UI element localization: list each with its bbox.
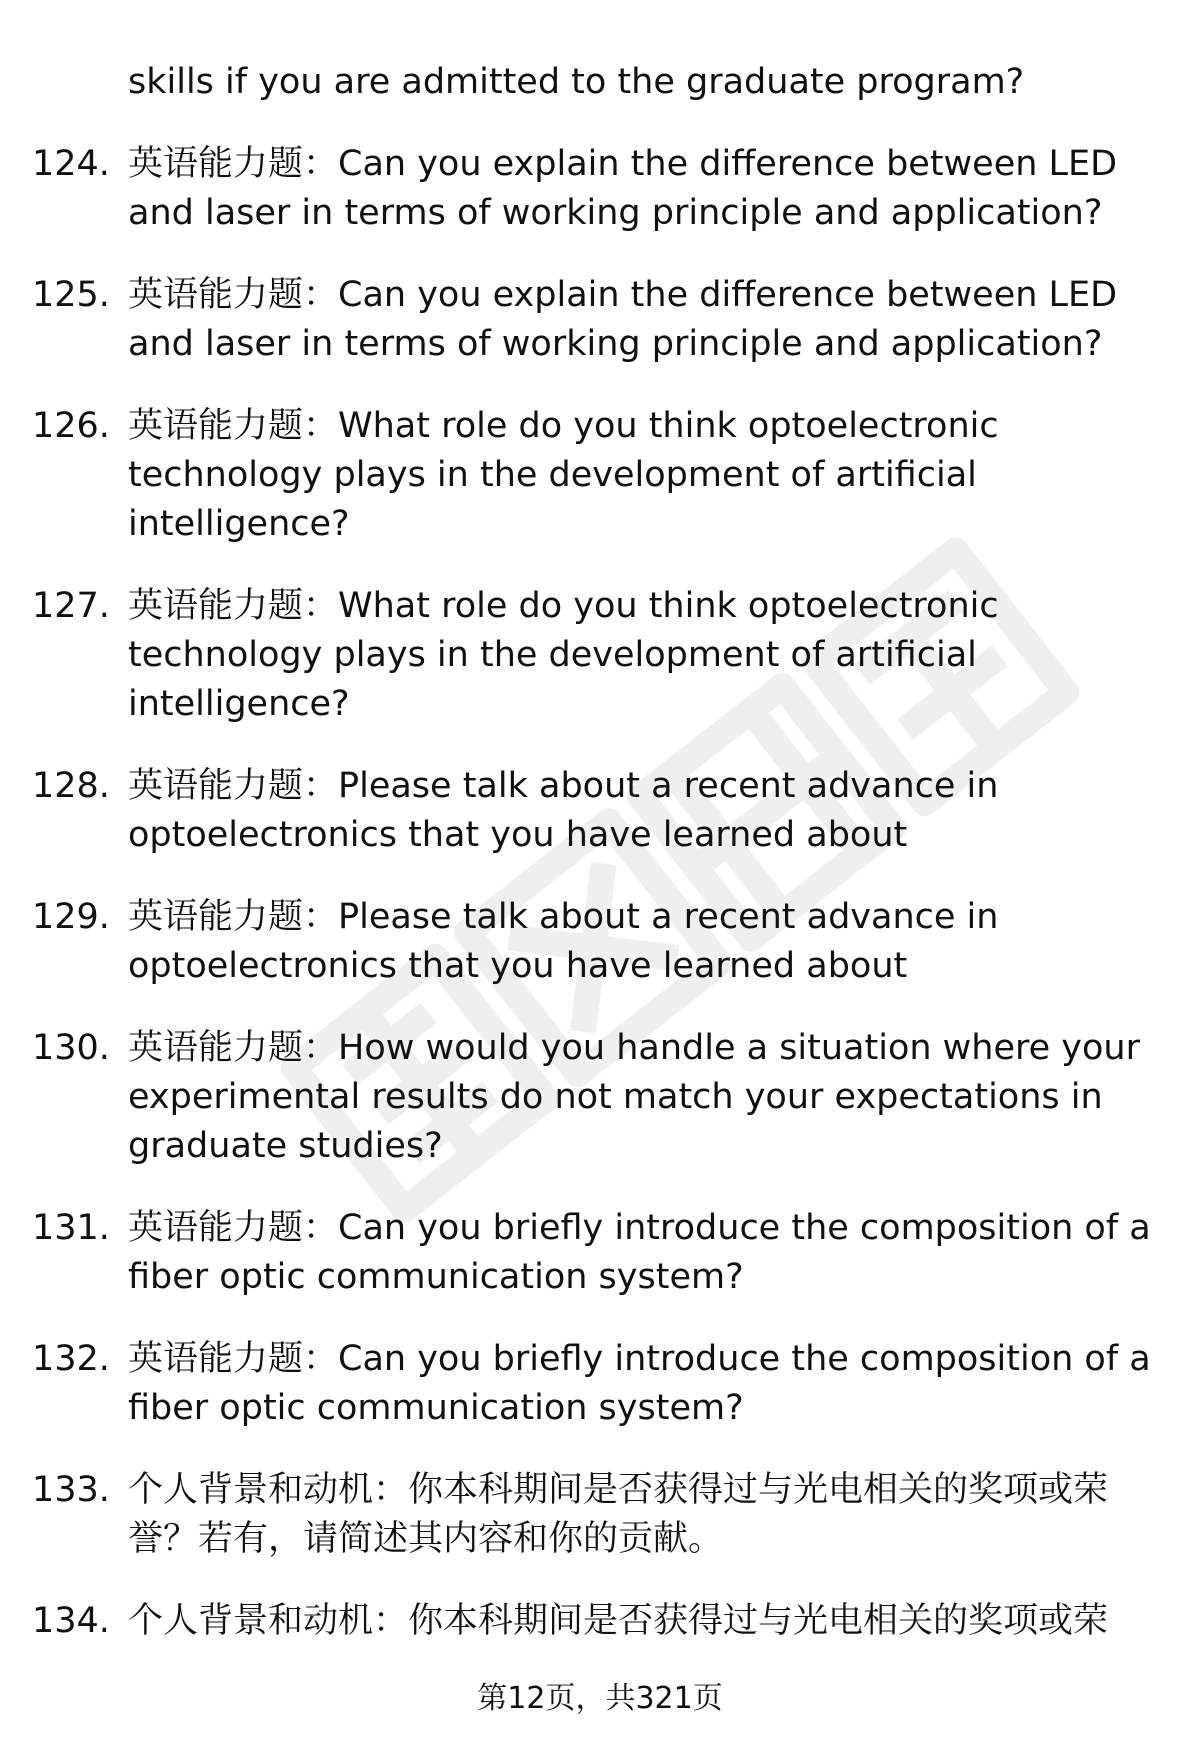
item-text: 英语能力题：What role do you think optoelectronic technology plays in the development of artificial intelligence? bbox=[128, 586, 999, 724]
item-number: 132. bbox=[32, 1339, 110, 1379]
list-item bbox=[0, 762, 1200, 860]
item-number: 131. bbox=[32, 1208, 110, 1248]
item-text: 英语能力题：Can you explain the difference between LED and laser in terms of working principle and application? bbox=[128, 275, 1118, 364]
page-number-footer: 第12页，共321页 bbox=[477, 1681, 723, 1716]
item-text: 英语能力题：What role do you think optoelectronic technology plays in the development of artificial intelligence? bbox=[128, 406, 999, 544]
item-number: 128. bbox=[32, 766, 110, 806]
list-item bbox=[0, 1335, 1200, 1433]
list-item bbox=[0, 582, 1200, 729]
item-text: 英语能力题：Can you briefly introduce the composition of a fiber optic communication system? bbox=[128, 1339, 1151, 1428]
question-list bbox=[0, 58, 1200, 1679]
list-item bbox=[0, 1204, 1200, 1302]
list-item bbox=[0, 140, 1200, 238]
item-text: 英语能力题：How would you handle a situation where your experimental results do not match your expectations in graduate studies? bbox=[128, 1028, 1140, 1166]
list-item bbox=[0, 893, 1200, 991]
item-number: 130. bbox=[32, 1028, 110, 1068]
continuation-text bbox=[0, 58, 1200, 107]
item-number: 134. bbox=[32, 1601, 110, 1641]
item-number: 133. bbox=[32, 1470, 110, 1510]
continuation-line: skills if you are admitted to the graduate program? bbox=[128, 62, 1025, 102]
list-item bbox=[0, 1466, 1200, 1564]
item-text: 英语能力题：Please talk about a recent advance in optoelectronics that you have learned about bbox=[128, 897, 999, 986]
item-text: 英语能力题：Please talk about a recent advance in optoelectronics that you have learned about bbox=[128, 766, 999, 855]
item-number: 124. bbox=[32, 144, 110, 184]
item-number: 125. bbox=[32, 275, 110, 315]
item-text: 个人背景和动机：你本科期间是否获得过与光电相关的奖项或荣 bbox=[128, 1601, 1109, 1641]
item-number: 129. bbox=[32, 897, 110, 937]
item-text: 英语能力题：Can you briefly introduce the composition of a fiber optic communication system? bbox=[128, 1208, 1151, 1297]
list-item bbox=[0, 271, 1200, 369]
list-item bbox=[0, 1597, 1200, 1646]
item-number: 126. bbox=[32, 406, 110, 446]
item-text: 英语能力题：Can you explain the difference between LED and laser in terms of working principle and application? bbox=[128, 144, 1118, 233]
item-text: 个人背景和动机：你本科期间是否获得过与光电相关的奖项或荣誉？若有，请简述其内容和你的贡献。 bbox=[128, 1470, 1109, 1559]
item-number: 127. bbox=[32, 586, 110, 626]
list-item bbox=[0, 402, 1200, 549]
list-item bbox=[0, 1024, 1200, 1171]
